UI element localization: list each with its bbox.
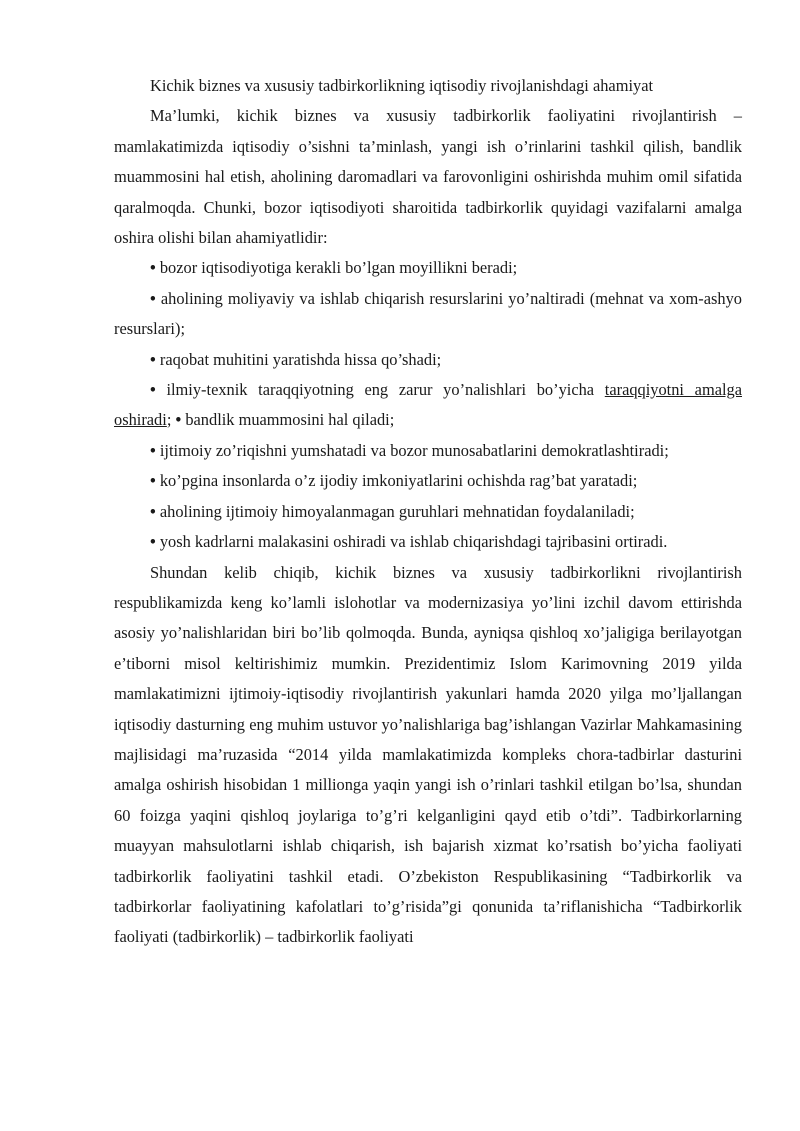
bullet-item bbox=[114, 253, 742, 283]
bullet-icon: • bbox=[150, 440, 156, 460]
underlined-link[interactable]: taraqqiyotni amalga oshiradi bbox=[114, 380, 743, 430]
bullet-text: raqobat muhitini yaratishda hissa qo’shadi; bbox=[159, 349, 442, 369]
bullet-icon: • bbox=[150, 380, 156, 400]
conclusion-paragraph: Shundan kelib chiqib, kichik biznes va xususiy tadbirkorlikni rivojlantirish respublikamizda keng ko’lamli islohotlar va modernizasiya yo’lini izchil davom ettirishda asosiy yo’nalishlaridan biri bo’lib qolmoqda. Bunda, ayniqsa qishloq xo’jaligiga berilayotgan e’tiborni misol keltirishimiz mumkin. Prezidentimiz Islom Karimovning 2019 yilda mamlakatimizni ijtimoiy-iqtisodiy rivojlantirish yakunlari hamda 2020 yilga mo’ljallangan iqtisodiy dasturning eng muhim ustuvor yo’nalishlariga bag’ishlangan Vazirlar Mahkamasining majlisidagi ma’ruzasida “2014 yilda mamlakatimizda kompleks chora-tadbirlar dasturini amalga oshirish hisobidan 1 millionga yaqin yangi ish o’rinlari tashkil etilgan bo’lsa, shundan 60 foizga yaqini qishloq joylariga to’g’ri kelganligini qayd etib o’tdi”. Tadbirkorlarning muayyan mahsulotlarni ishlab chiqarish, ish bajarish xizmat ko’rsatish bo’yicha faoliyati tadbirkorlik faoliyatini tashkil etadi. O’zbekiston Respublikasining “Tadbirkorlik va tadbirkorlar faoliyatining kafolatlari to’g’risida”gi qonunida ta’riflanishicha “Tadbirkorlik faoliyati (tadbirkorlik) – tadbirkorlik faoliyati bbox=[114, 562, 742, 947]
bullet-icon: • bbox=[150, 532, 156, 552]
document-page bbox=[114, 71, 742, 953]
document-title: Kichik biznes va xususiy tadbirkorlikning iqtisodiy rivojlanishdagi ahamiyat bbox=[150, 76, 654, 95]
bullet-text: bozor iqtisodiyotiga kerakli bo’lgan moyillikni beradi; bbox=[159, 258, 518, 278]
bullet-separator: ; bbox=[166, 410, 176, 430]
intro-paragraph: Ma’lumki, kichik biznes va xususiy tadbirkorlik faoliyatini rivojlantirish – mamlakatimizda iqtisodiy o’sishni ta’minlash, yangi ish o’rinlarini tashkil qilish, bandlik muammosini hal etish, aholining daromadlari va farovonligini oshirishda muhim omil sifatida qaralmoqda. Chunki, bozor iqtisodiyoti sharoitida tadbirkorlik quyidagi vazifalarni amalga oshira olishi bilan ahamiyatlidir: bbox=[114, 106, 742, 248]
bullet-text: bandlik muammosini hal qiladi; bbox=[185, 410, 395, 430]
bullet-text: ko’pgina insonlarda o’z ijodiy imkoniyatlarini ochishda rag’bat yaratadi; bbox=[159, 471, 638, 491]
bullet-text: aholining moliyaviy va ishlab chiqarish resurslarini yo’naltiradi (mehnat va xom-ashyo resurslari); bbox=[114, 288, 742, 339]
bullet-icon: • bbox=[150, 288, 156, 308]
bullet-item bbox=[114, 345, 742, 375]
bullet-item bbox=[114, 375, 742, 436]
bullet-icon: • bbox=[150, 471, 156, 491]
bullet-item bbox=[114, 527, 742, 557]
bullet-item bbox=[114, 284, 742, 345]
bullet-text: ijtimoiy zo’riqishni yumshatadi va bozor munosabatlarini demokratlashtiradi; bbox=[159, 440, 669, 460]
bullet-icon: • bbox=[150, 501, 156, 521]
bullet-item bbox=[114, 497, 742, 527]
bullet-icon: • bbox=[175, 410, 182, 430]
bullet-text: yosh kadrlarni malakasini oshiradi va ishlab chiqarishdagi tajribasini ortiradi. bbox=[159, 532, 668, 552]
bullet-text: ilmiy-texnik taraqqiyotning eng zarur yo’nalishlari bo’yicha bbox=[155, 380, 605, 400]
bullet-item bbox=[114, 436, 742, 466]
bullet-item bbox=[114, 466, 742, 496]
bullet-icon: • bbox=[150, 349, 156, 369]
bullet-text: aholining ijtimoiy himoyalanmagan guruhlari mehnatidan foydalaniladi; bbox=[159, 501, 635, 521]
bullet-icon: • bbox=[150, 258, 156, 278]
